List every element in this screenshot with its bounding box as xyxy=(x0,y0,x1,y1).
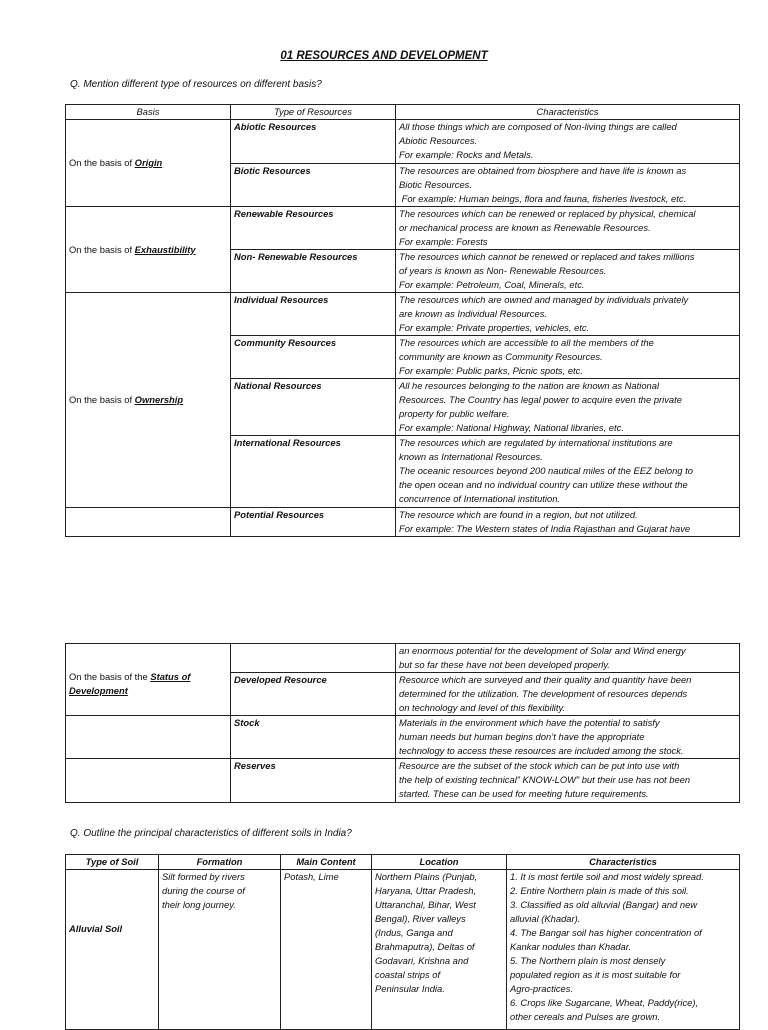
table-row xyxy=(66,759,740,803)
soil-table xyxy=(65,854,740,1030)
char-community: The resources which are accessible to all the members of the community are known as Community Resources. For example: Public parks, Picnic spots, etc. xyxy=(396,336,740,379)
char-biotic: The resources are obtained from biosphere and have life is known as Biotic Resources. For example: Human beings, flora and fauna, fisheries livestock, etc. xyxy=(396,164,740,207)
header-type: Type of Resources xyxy=(231,105,396,120)
header-formation: Formation xyxy=(159,855,281,870)
basis-exhaustibility: On the basis of Exhaustibility xyxy=(66,207,231,293)
type-nonrenewable: Non- Renewable Resources xyxy=(231,250,396,293)
char-stock: Materials in the environment which have the potential to satisfy human needs but human begins don’t have the appropriate technology to access these resources are included among the stock. xyxy=(396,716,740,759)
table-header-row xyxy=(66,105,740,120)
table-row xyxy=(66,508,740,537)
char-potential: The resource which are found in a region, but not utilized. For example: The Western states of India Rajasthan and Gujarat have xyxy=(396,508,740,537)
header-characteristics: Characteristics xyxy=(396,105,740,120)
basis-blank xyxy=(66,759,231,803)
type-individual: Individual Resources xyxy=(231,293,396,336)
content-alluvial: Potash, Lime xyxy=(281,870,372,1030)
type-potential: Potential Resources xyxy=(231,508,396,537)
basis-ownership: On the basis of Ownership xyxy=(66,293,231,508)
type-renewable: Renewable Resources xyxy=(231,207,396,250)
header-basis: Basis xyxy=(66,105,231,120)
type-reserves: Reserves xyxy=(231,759,396,803)
char-abiotic: All those things which are composed of Non-living things are called Abiotic Resources. For example: Rocks and Metals. xyxy=(396,120,740,164)
question-resources: Q. Mention different type of resources on different basis? xyxy=(70,79,322,90)
type-abiotic: Abiotic Resources xyxy=(231,120,396,164)
table-row xyxy=(66,207,740,250)
table-row xyxy=(66,293,740,336)
char-individual: The resources which are owned and managed by individuals privately are known as Individual Resources. For example: Private properties, vehicles, etc. xyxy=(396,293,740,336)
resources-table xyxy=(65,104,740,537)
char-reserves: Resource are the subset of the stock which can be put into use with the help of existing technical” KNOW-LOW” but their use has not been started. These can be used for meeting future requirements. xyxy=(396,759,740,803)
header-soil-characteristics: Characteristics xyxy=(507,855,740,870)
table-row xyxy=(66,716,740,759)
resources-table-continued xyxy=(65,643,740,803)
type-developed: Developed Resource xyxy=(231,673,396,716)
header-main-content: Main Content xyxy=(281,855,372,870)
soil-type-alluvial: Alluvial Soil xyxy=(66,870,159,1030)
char-nonrenewable: The resources which cannot be renewed or replaced and takes millions of years is known as Non- Renewable Resources. For example: Petroleum, Coal, Minerals, etc. xyxy=(396,250,740,293)
char-developed: Resource which are surveyed and their quality and quantity have been determined for the utilization. The development of resources depends on technology and level of this flexibility. xyxy=(396,673,740,716)
question-soils: Q. Outline the principal characteristics of different soils in India? xyxy=(70,828,352,839)
char-international: The resources which are regulated by international institutions are known as International Resources. The oceanic resources beyond 200 nautical miles of the EEZ belong to the open ocean and no individual country can utilize these without the concurrence of International institution. xyxy=(396,436,740,508)
type-national: National Resources xyxy=(231,379,396,436)
table-row xyxy=(66,644,740,673)
type-international: International Resources xyxy=(231,436,396,508)
formation-alluvial: Silt formed by rivers during the course of their long journey. xyxy=(159,870,281,1030)
type-stock: Stock xyxy=(231,716,396,759)
location-alluvial: Northern Plains (Punjab, Haryana, Uttar Pradesh, Uttaranchal, Bihar, West Bengal), River valleys (Indus, Ganga and Brahmaputra), Deltas of Godavari, Krishna and coastal strips of Peninsular India. xyxy=(372,870,507,1030)
type-blank xyxy=(231,644,396,673)
characteristics-alluvial: 1. It is most fertile soil and most widely spread. 2. Entire Northern plain is made of this soil. 3. Classified as old alluvial (Bangar) and new alluvial (Khadar). 4. The Bangar soil has higher concentration of Kankar nodules than Khadar. 5. The Northern plain is most densely populated region as it is most suitable for Agro-practices. 6. Crops like Sugarcane, Wheat, Paddy(rice), other cereals and Pulses are grown. xyxy=(507,870,740,1030)
header-soil-type: Type of Soil xyxy=(66,855,159,870)
basis-origin: On the basis of Origin xyxy=(66,120,231,207)
table-header-row xyxy=(66,855,740,870)
page-title: 01 RESOURCES AND DEVELOPMENT xyxy=(280,50,488,62)
char-potential-continued: an enormous potential for the development of Solar and Wind energy but so far these have not been developed properly. xyxy=(396,644,740,673)
header-location: Location xyxy=(372,855,507,870)
table-row xyxy=(66,870,740,1030)
char-renewable: The resources which can be renewed or replaced by physical, chemical or mechanical process are known as Renewable Resources. For example: Forests xyxy=(396,207,740,250)
char-national: All he resources belonging to the nation are known as National Resources. The Country has legal power to acquire even the private property for public welfare. For example: National Highway, National libraries, etc. xyxy=(396,379,740,436)
type-community: Community Resources xyxy=(231,336,396,379)
basis-status: On the basis of the Status of Development xyxy=(66,644,231,716)
basis-blank xyxy=(66,508,231,537)
type-biotic: Biotic Resources xyxy=(231,164,396,207)
basis-blank xyxy=(66,716,231,759)
table-row xyxy=(66,120,740,164)
